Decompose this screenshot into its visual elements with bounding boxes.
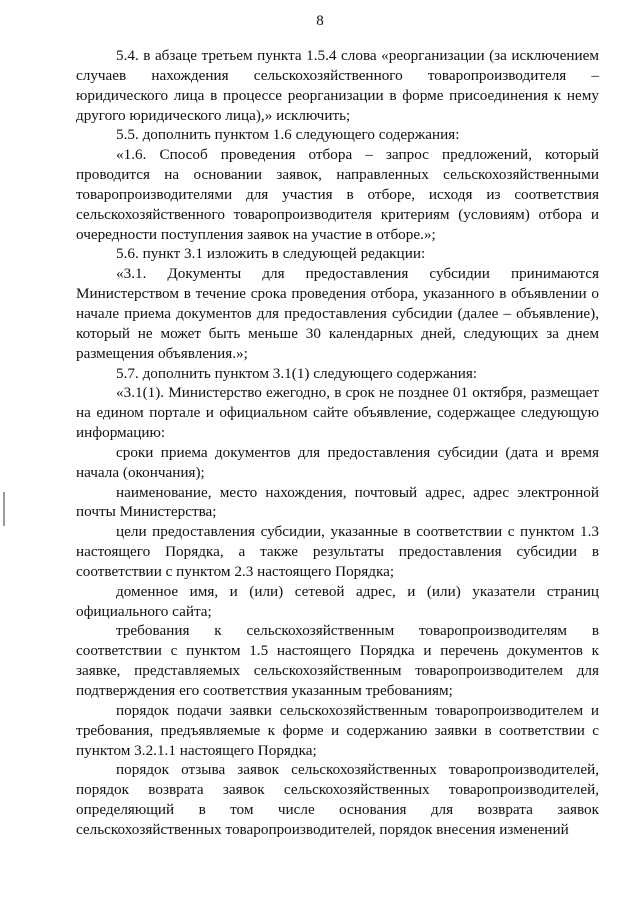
paragraph-5-6: 5.6. пункт 3.1 изложить в следующей редакции: xyxy=(116,245,426,263)
paragraph-3-1-1-text: «3.1(1). Министерство ежегодно, в срок не позднее 01 октября, размещает на едином портале и официальном сайте объявление, содержащее следующую информацию: xyxy=(76,384,599,442)
paragraph-5-7: 5.7. дополнить пунктом 3.1(1) следующего содержания: xyxy=(116,364,478,382)
list-item-subsidy-goals: цели предоставления субсидии, указанные в соответствии с пунктом 1.3 настоящего Порядка, а также результаты предоставления субсидии в соответствии с пунктом 2.3 настоящего Порядка; xyxy=(76,523,599,580)
paragraph-5-5: 5.5. дополнить пунктом 1.6 следующего содержания: xyxy=(116,126,460,144)
list-item-ministry-address: наименование, место нахождения, почтовый адрес, адрес электронной почты Министерства; xyxy=(76,483,599,521)
paragraph-1-6-text: «1.6. Способ проведения отбора – запрос предложений, который проводится на основании заявок, направленных сельскохозяйственными товаропроизводителями для участия в отборе, исходя из соответствия сельскохозяйственного товаропроизводителя критериям (условиям) отбора и очередности поступления заявок на участие в отборе.»; xyxy=(76,146,599,243)
list-item-domain-name: доменное имя, и (или) сетевой адрес, и (или) указатели страниц официального сайта; xyxy=(76,582,599,620)
list-item-withdrawal-procedure: порядок отзыва заявок сельскохозяйственных товаропроизводителей, порядок возврата заявок сельскохозяйственных товаропроизводителей, определяющий в том числе основания для возврата заявок сельскохозяйственных товаропроизводителей, порядок внесения изменений xyxy=(76,761,599,838)
list-item-application-procedure: порядок подачи заявки сельскохозяйственным товаропроизводителем и требования, предъявляемые к форме и содержанию заявки в соответствии с пунктом 3.2.1.1 настоящего Порядка; xyxy=(76,701,599,759)
list-item-deadlines: сроки приема документов для предоставления субсидии (дата и время начала (окончания); xyxy=(76,443,599,481)
list-item-requirements: требования к сельскохозяйственным товаропроизводителям в соответствии с пунктом 1.5 настоящего Порядка и перечень документов к заявке, представляемых сельскохозяйственным товаропроизводителем для подтверждения его соответствия указанным требованиям; xyxy=(76,622,599,699)
page-number: 8 xyxy=(316,13,324,29)
document-body xyxy=(76,46,599,840)
paragraph-3-1-text: «3.1. Документы для предоставления субсидии принимаются Министерством в течение срока проведения отбора, указанного в объявлении о начале приема документов для предоставления субсидии (далее – объявление), который не может быть меньше 30 календарных дней, следующих за днем размещения объявления.»; xyxy=(76,265,599,362)
scan-edge-mark xyxy=(3,492,5,526)
paragraph-5-4: 5.4. в абзаце третьем пункта 1.5.4 слова «реорганизации (за исключением случаев нахождения сельскохозяйственного товаропроизводителя – юридического лица в процессе реорганизации в форме присоединения к нему другого юридического лица),» исключить; xyxy=(76,47,599,124)
